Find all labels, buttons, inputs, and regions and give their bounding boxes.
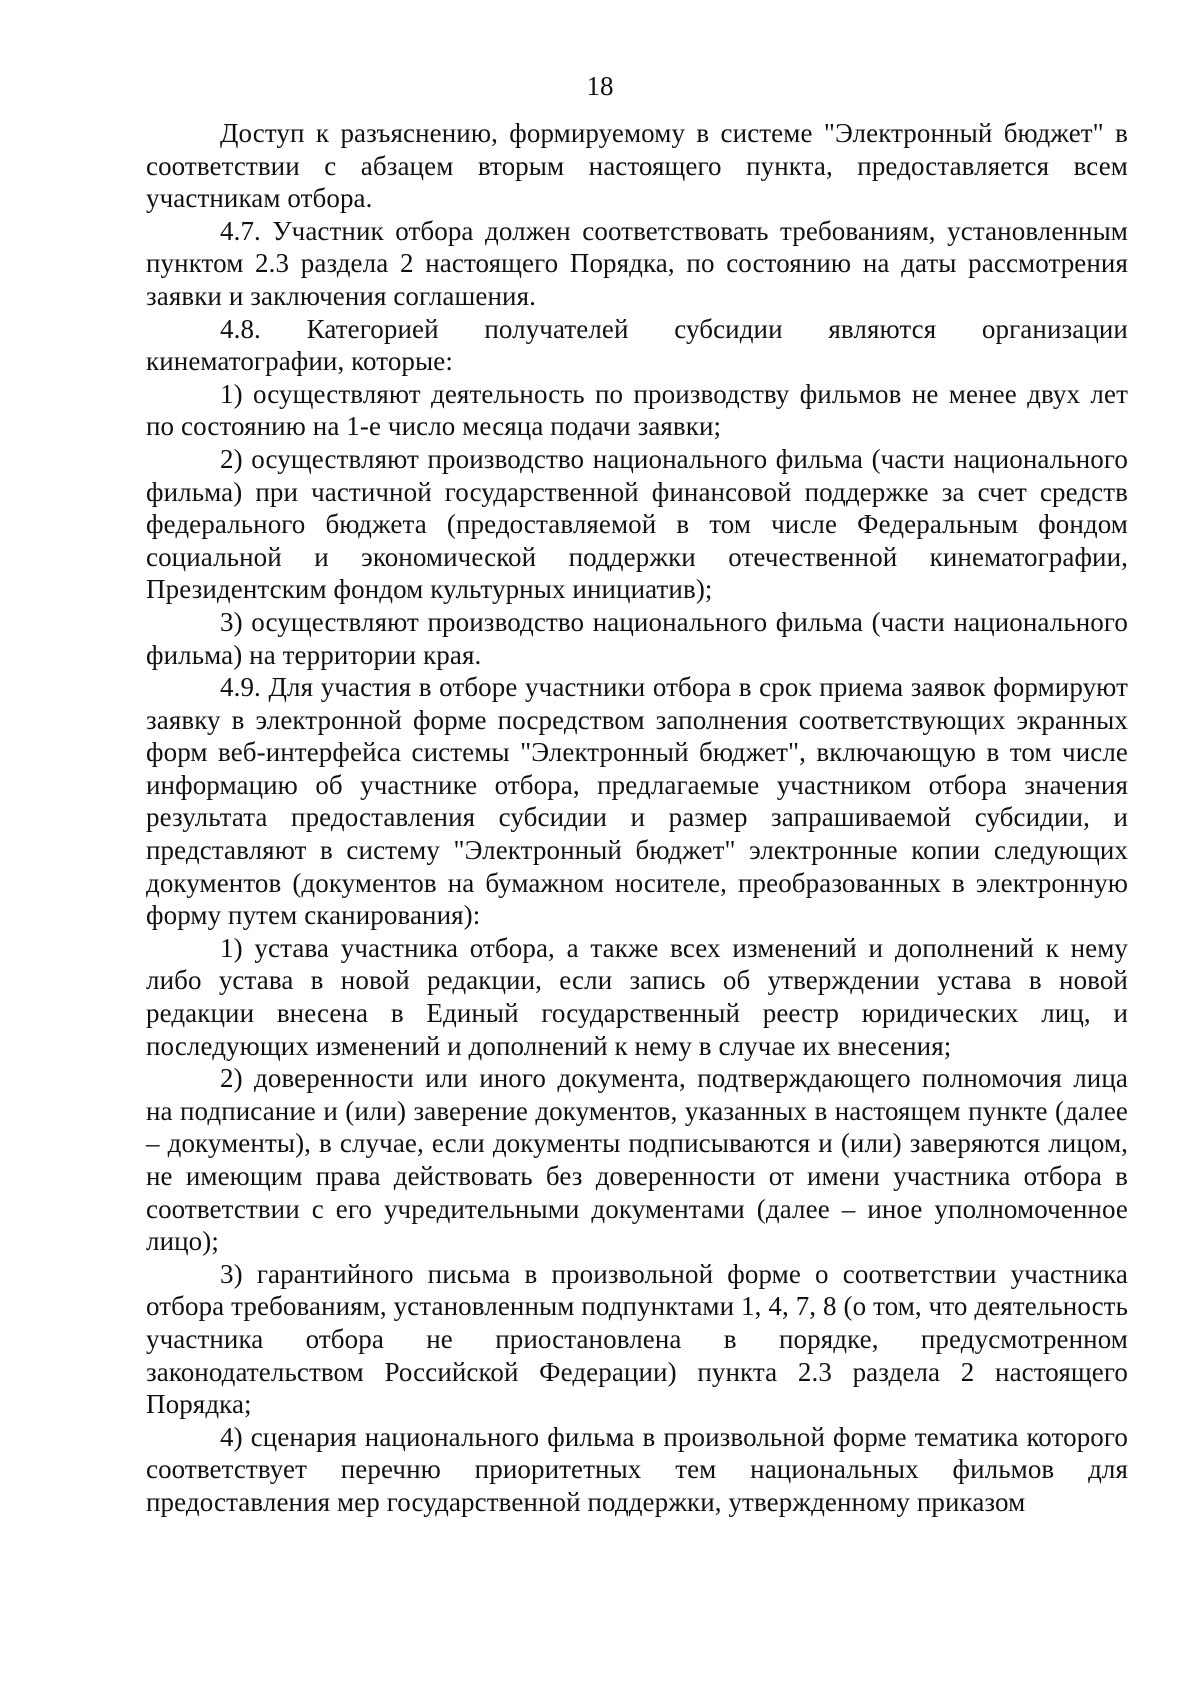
paragraph-4-8: 4.8. Категорией получателей субсидии являются организации кинематографии, которые: <box>146 313 1128 377</box>
paragraph-4-8-item-3: 3) осуществляют производство национального фильма (части национального фильма) на территории края. <box>146 606 1128 670</box>
paragraph-4-9-item-2: 2) доверенности или иного документа, подтверждающего полномочия лица на подписание и (или) заверение документов, указанных в настоящем пункте (далее – документы), в случае, если документы подписываются и (или) заверяются лицом, не имеющим права действовать без доверенности от имени участника отбора в соответствии с его учредительными документами (далее – иное уполномоченное лицо); <box>146 1063 1128 1257</box>
paragraph-4-8-item-1: 1) осуществляют деятельность по производству фильмов не менее двух лет по состоянию на 1-е число месяца подачи заявки; <box>146 378 1128 442</box>
document-body <box>146 117 1128 1519</box>
paragraph-4-9: 4.9. Для участия в отборе участники отбора в срок приема заявок формируют заявку в электронной форме посредством заполнения соответствующих экранных форм веб-интерфейса системы "Электронный бюджет", включающую в том числе информацию об участнике отбора, предлагаемые участником отбора значения результата предоставления субсидии и размер запрашиваемой субсидии, и представляют в систему "Электронный бюджет" электронные копии следующих документов (документов на бумажном носителе, преобразованных в электронную форму путем сканирования): <box>146 672 1128 931</box>
paragraph-4-9-item-4: 4) сценария национального фильма в произвольной форме тематика которого соответствует перечню приоритетных тем национальных фильмов для предоставления мер государственной поддержки, утвержденному приказом <box>146 1421 1128 1517</box>
paragraph-4-8-item-2: 2) осуществляют производство национального фильма (части национального фильма) при частичной государственной финансовой поддержке за счет средств федерального бюджета (предоставляемой в том числе Федеральным фондом социальной и экономической поддержки отечественной кинематографии, Президентским фондом культурных инициатив); <box>146 443 1128 605</box>
paragraph-4-7: 4.7. Участник отбора должен соответствовать требованиям, установленным пунктом 2.3 раздела 2 настоящего Порядка, по состоянию на даты рассмотрения заявки и заключения соглашения. <box>146 215 1128 311</box>
page-number: 18 <box>586 71 614 101</box>
paragraph-access-clarification: Доступ к разъяснению, формируемому в системе "Электронный бюджет" в соответствии с абзацем вторым настоящего пункта, предоставляется всем участникам отбора. <box>146 118 1128 214</box>
paragraph-4-9-item-3: 3) гарантийного письма в произвольной форме о соответствии участника отбора требованиям, установленным подпунктами 1, 4, 7, 8 (о том, что деятельность участника отбора не приостановлена в порядке, предусмотренном законодательством Российской Федерации) пункта 2.3 раздела 2 настоящего Порядка; <box>146 1258 1128 1420</box>
paragraph-4-9-item-1: 1) устава участника отбора, а также всех изменений и дополнений к нему либо устава в новой редакции, если запись об утверждении устава в новой редакции внесена в Единый государственный реестр юридических лиц, и последующих изменений и дополнений к нему в случае их внесения; <box>146 932 1128 1061</box>
